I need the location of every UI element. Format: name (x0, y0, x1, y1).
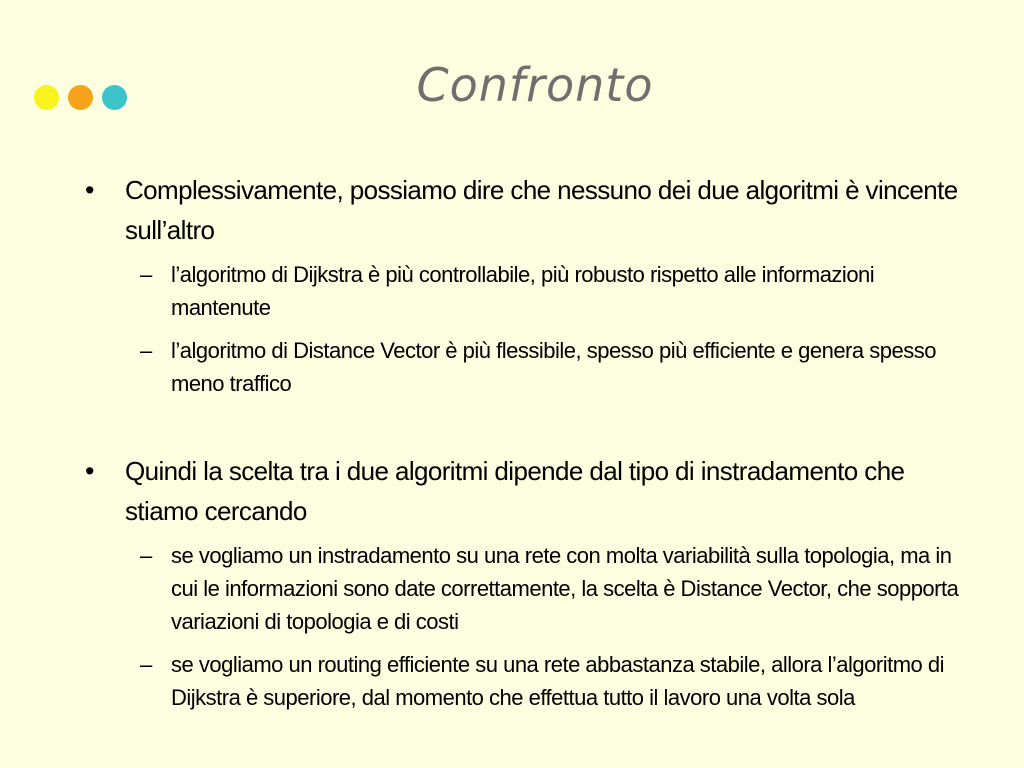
sub-bullet-text: se vogliamo un routing efficiente su una rete abbastanza stabile, allora l’algoritmo di Dijkstra è superiore, dal momento che effettua tutto il lavoro una volta sola (171, 652, 945, 710)
bullet-item (85, 170, 965, 250)
sub-bullet-marker: – (140, 262, 153, 287)
sub-bullet-item (140, 539, 960, 638)
sub-bullet-text: l’algoritmo di Distance Vector è più flessibile, spesso più efficiente e genera spesso meno traffico (171, 338, 936, 396)
bullet-item (85, 451, 965, 531)
sub-bullet-text: se vogliamo un instradamento su una rete con molta variabilità sulla topologia, ma in cui le informazioni sono date correttamente, la scelta è Distance Vector, che sopporta variazioni di topologia e di costi (171, 543, 959, 634)
sub-bullet-marker: – (140, 652, 153, 677)
sub-bullet-item (140, 334, 960, 400)
bullet-text: Quindi la scelta tra i due algoritmi dipende dal tipo di instradamento che stiamo cercando (125, 456, 905, 526)
sub-bullet-item (140, 258, 960, 324)
bullet-marker: • (85, 456, 95, 486)
sub-bullet-item (140, 648, 960, 714)
sub-bullet-marker: – (140, 543, 153, 568)
decorative-dots (34, 85, 127, 110)
sub-bullet-marker: – (140, 338, 153, 363)
orange-dot-icon (68, 85, 93, 110)
bullet-marker: • (85, 175, 95, 205)
slide-title: Confronto (416, 58, 654, 112)
yellow-dot-icon (34, 85, 59, 110)
bullet-text: Complessivamente, possiamo dire che nessuno dei due algoritmi è vincente sull’altro (125, 175, 958, 245)
teal-dot-icon (102, 85, 127, 110)
sub-bullet-text: l’algoritmo di Dijkstra è più controllabile, più robusto rispetto alle informazioni mantenute (171, 262, 875, 320)
